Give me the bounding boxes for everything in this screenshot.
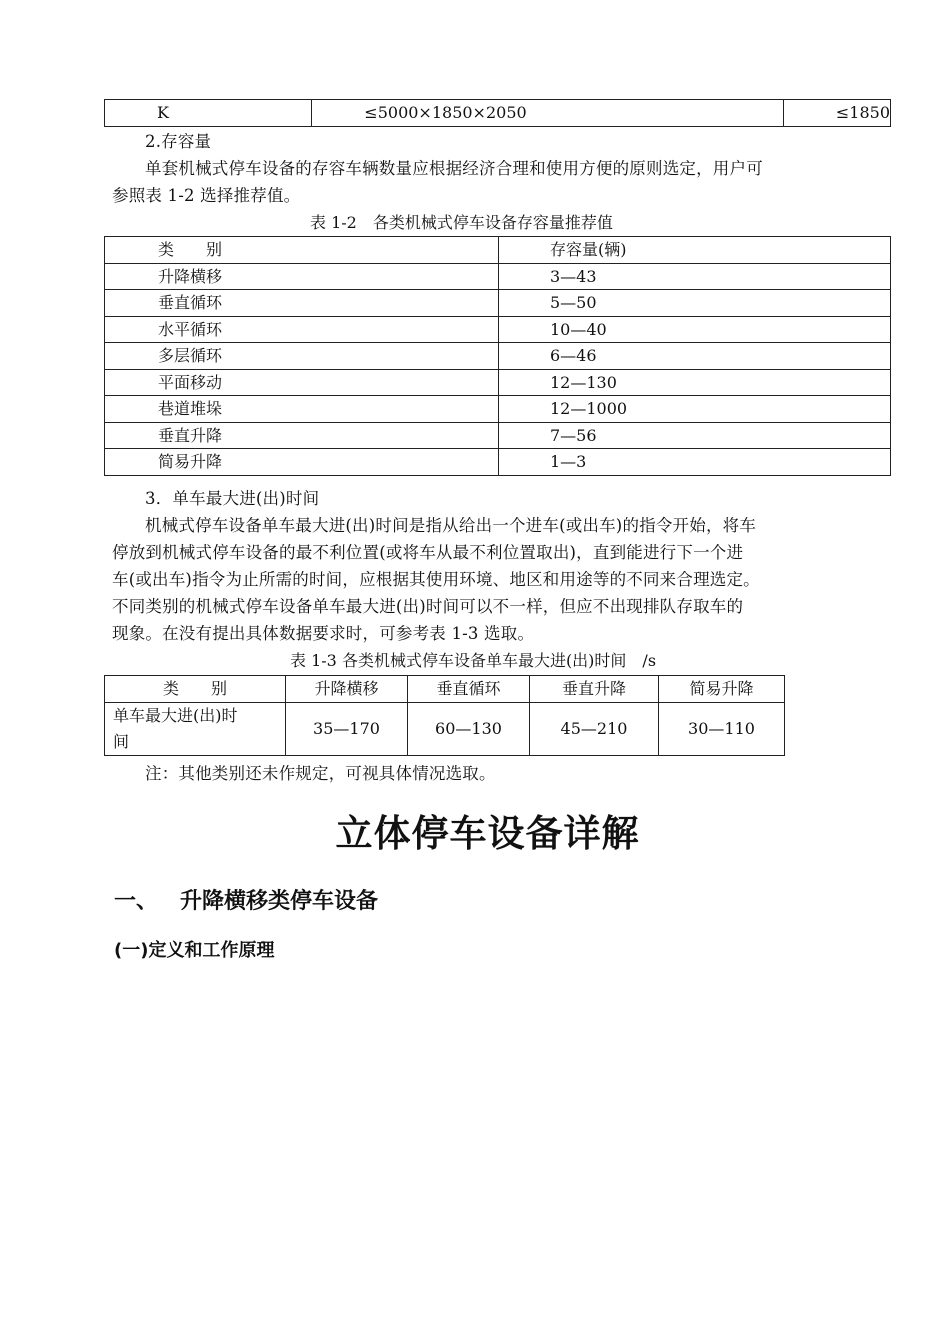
table-cell: 水平循环	[105, 316, 499, 343]
table-cell: 45—210	[530, 703, 659, 756]
table-cell: 3—43	[499, 263, 891, 290]
table-row	[105, 290, 891, 317]
table-cell: 5—50	[499, 290, 891, 317]
paragraph-line: 车(或出车)指令为止所需的时间，应根据其使用环境、地区和用途等的不同来合理选定。	[112, 570, 760, 589]
row-label-line: 间	[113, 732, 130, 751]
time-table	[104, 675, 785, 756]
table-cell: 60—130	[408, 703, 530, 756]
table-cell: 垂直循环	[105, 290, 499, 317]
table-row	[105, 449, 891, 476]
table-row	[105, 703, 785, 756]
subsection-title: (一)定义和工作原理	[114, 940, 275, 961]
paragraph-line: 单套机械式停车设备的存容车辆数量应根据经济合理和使用方便的原则选定，用户可	[145, 159, 763, 178]
table-row	[105, 343, 891, 370]
row-label-line: 单车最大进(出)时	[113, 706, 238, 725]
table-cell: 巷道堆垛	[105, 396, 499, 423]
table-cell: 垂直升降	[105, 422, 499, 449]
table-cell: 35—170	[286, 703, 408, 756]
table-header-cell: 类 别	[105, 676, 286, 703]
section-heading: 2.存容量	[145, 132, 212, 151]
table-row	[105, 316, 891, 343]
table-cell: ≤1850	[783, 100, 890, 127]
table-note: 注：其他类别还未作规定，可视具体情况选取。	[145, 764, 496, 783]
table-cell: 12—1000	[499, 396, 891, 423]
table-row	[105, 396, 891, 423]
table-cell: 平面移动	[105, 369, 499, 396]
table-header-cell: 垂直循环	[408, 676, 530, 703]
paragraph-line: 参照表 1-2 选择推荐值。	[112, 186, 301, 205]
table-row-label	[105, 703, 286, 756]
paragraph-line: 不同类别的机械式停车设备单车最大进(出)时间可以不一样，但应不出现排队存取车的	[112, 597, 744, 616]
table-header-cell: 升降横移	[286, 676, 408, 703]
section-heading: 3．单车最大进(出)时间	[145, 489, 320, 508]
table-header-cell: 存容量(辆)	[499, 237, 891, 264]
paragraph-line: 现象。在没有提出具体数据要求时，可参考表 1-3 选取。	[112, 624, 535, 643]
table-header-cell: 简易升降	[659, 676, 785, 703]
table-cell: K	[105, 100, 312, 127]
table-row	[105, 263, 891, 290]
table-header-row	[105, 237, 891, 264]
table-cell: 30—110	[659, 703, 785, 756]
table-caption: 表 1-2 各类机械式停车设备存容量推荐值	[310, 213, 613, 232]
spec-table-continued	[104, 99, 891, 127]
table-cell: 1—3	[499, 449, 891, 476]
table-cell: 12—130	[499, 369, 891, 396]
table-row	[105, 369, 891, 396]
paragraph-line: 停放到机械式停车设备的最不利位置(或将车从最不利位置取出)，直到能进行下一个进	[112, 543, 744, 562]
table-cell: 多层循环	[105, 343, 499, 370]
table-header-cell: 垂直升降	[530, 676, 659, 703]
table-cell: 6—46	[499, 343, 891, 370]
table-header-row	[105, 676, 785, 703]
table-cell: 10—40	[499, 316, 891, 343]
paragraph-line: 机械式停车设备单车最大进(出)时间是指从给出一个进车(或出车)的指令开始，将车	[145, 516, 757, 535]
table-row	[105, 100, 891, 127]
table-cell: 升降横移	[105, 263, 499, 290]
table-cell: ≤5000×1850×2050	[312, 100, 784, 127]
chapter-number: 一、	[114, 889, 159, 914]
table-cell: 简易升降	[105, 449, 499, 476]
chapter-title: 升降横移类停车设备	[180, 889, 379, 914]
table-row	[105, 422, 891, 449]
capacity-table	[104, 236, 891, 476]
table-caption: 表 1-3 各类机械式停车设备单车最大进(出)时间 /s	[290, 651, 657, 670]
page-title: 立体停车设备详解	[335, 812, 640, 855]
table-header-cell: 类 别	[105, 237, 499, 264]
table-cell: 7—56	[499, 422, 891, 449]
